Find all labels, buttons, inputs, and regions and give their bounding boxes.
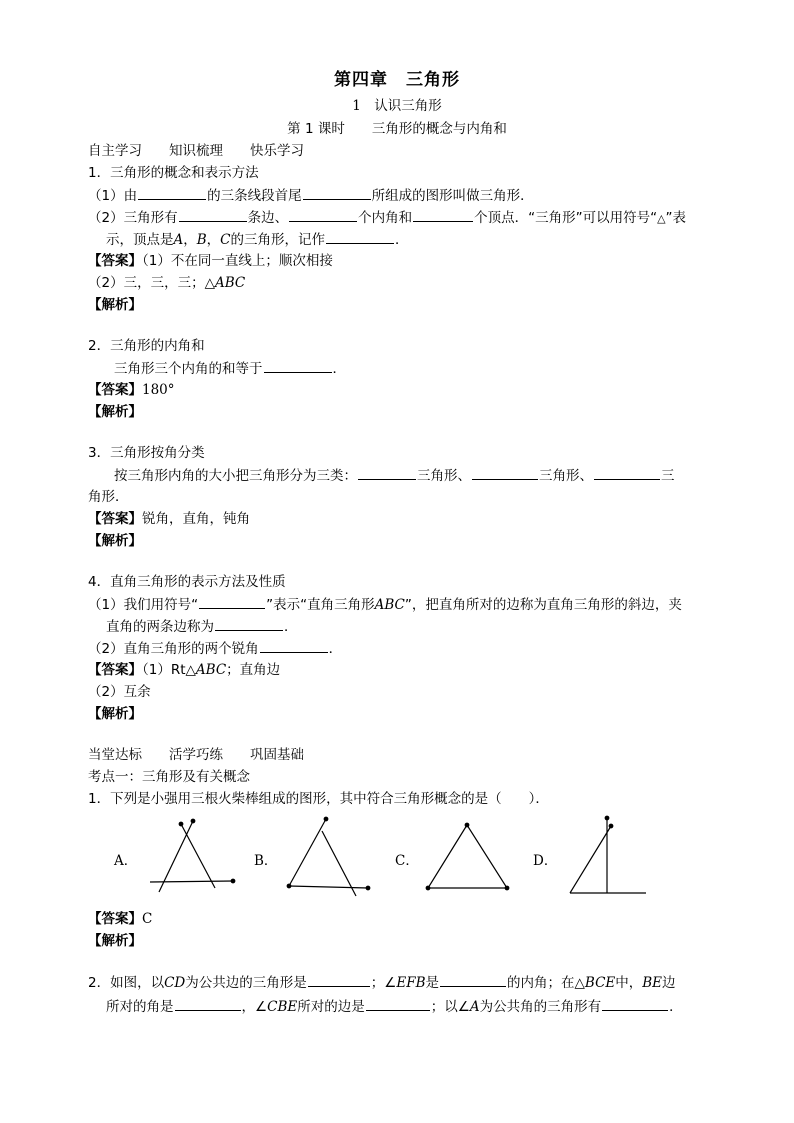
angle-efb: EFB [396,975,426,991]
option-a-figure [150,819,235,892]
text: 个顶点．“三角形”可以用符号“ [474,210,658,226]
text: ． [328,641,343,657]
practice-question2 [88,972,676,993]
section-title: 1 认识三角形 [352,98,442,114]
answer-text: （1）不在同一直线上；顺次相接 [142,253,333,269]
option-c-figure [426,823,509,890]
text: （1）由 [88,188,138,204]
practice-question2-line2 [106,996,683,1017]
segment-be: BE [642,975,663,991]
text: 三角形、 [539,468,593,484]
answer-label: 【答案】 [88,382,142,398]
item4-analysis: 【解析】 [88,706,142,722]
answer-text: （2）三，三，三；△ [88,275,215,291]
option-a-label[interactable]: A． [114,853,138,869]
answer-text: （1）Rt△ [142,662,196,678]
answer-text: 180° [142,382,175,398]
answer-blank[interactable] [366,996,430,1011]
text: ”，把直角所对的边称为直角三角形的斜边，夹 [404,597,682,613]
text: 中， [615,975,643,991]
answer-abc: ABC [214,275,246,291]
text: 边 [662,975,676,991]
triangle-symbol: △ [657,212,666,225]
answer-blank[interactable] [440,972,506,987]
practice-question1: 1．下列是小强用三根火柴棒组成的图形，其中符合三角形概念的是（ ）． [88,791,549,807]
text: 的三条线段首尾 [207,188,302,204]
text: ， [206,232,221,248]
lesson-title: 第 1 课时 三角形的概念与内角和 [287,121,507,137]
option-b-label[interactable]: B． [254,853,278,869]
text: 个内角和 [358,210,413,226]
text: （2）三角形有 [88,210,178,226]
triangle-bce: BCE [584,975,616,991]
item3-title: 3．三角形按角分类 [88,445,205,461]
option-b-figure [287,817,370,896]
text: 的内角；在△ [507,975,585,991]
vertex-c: C [220,232,231,248]
option-d-figure [570,816,646,893]
self-study-header: 自主学习 知识梳理 快乐学习 [88,143,304,159]
text: 是 [425,975,440,991]
chapter-title: 第四章 三角形 [334,70,460,90]
text: 直角的两条边称为 [106,619,214,635]
text: 为公共边的三角形是 [185,975,307,991]
angle-cbe: CBE [267,999,298,1015]
answer-blank[interactable] [308,972,370,987]
text: ，∠ [241,999,268,1015]
text: 按三角形内角的大小把三角形分为三类： [114,468,357,484]
answer-label: 【答案】 [88,911,142,927]
text: 所对的角是 [106,999,174,1015]
text: 所组成的图形叫做三角形． [371,188,534,204]
practice-header: 当堂达标 活学巧练 巩固基础 [88,747,304,763]
option-c-label[interactable]: C． [395,853,419,869]
text: （1）我们用符号“ [88,597,199,613]
answer-text: ；直角边 [226,662,281,678]
text: 为公共角的三角形有 [479,999,602,1015]
point-one-title: 考点一：三角形及有关概念 [88,769,250,785]
segment-cd: CD [164,975,186,991]
text: 的三角形，记作 [230,232,326,248]
answer-blank[interactable] [602,996,668,1011]
answer-label: 【答案】 [88,511,142,527]
item2-title: 2．三角形的内角和 [88,338,205,354]
text: 2．如图，以 [88,975,165,991]
text: ”表示“直角三角形 [266,597,375,613]
text: ；以∠ [430,999,470,1015]
item4-answer2: （2）互余 [88,684,151,700]
text: 所对的边是 [297,999,365,1015]
item2-analysis: 【解析】 [88,404,142,420]
text: ；∠ [370,975,397,991]
text: 示，顶点是 [106,232,174,248]
text: （2）直角三角形的两个锐角 [88,641,259,657]
text: 条边、 [247,210,289,226]
text: ． [395,232,409,248]
vertex-a: A [173,232,184,248]
text: ”表 [665,210,687,226]
item3-analysis: 【解析】 [88,533,142,549]
answer-label: 【答案】 [88,662,142,678]
answer-text: C [142,911,153,927]
answer-text: 锐角，直角，钝角 [142,511,250,527]
angle-a: A [469,999,480,1015]
text: 三角形、 [417,468,471,484]
practice-q1-answer [88,909,152,929]
answer-abc: ABC [195,662,227,678]
text: ， [183,232,197,248]
item3-text-line2: 角形． [88,489,129,505]
item1-title: 1．三角形的概念和表示方法 [88,165,259,181]
text: 三角形三个内角的和等于 [114,361,263,377]
text: ． [332,361,346,377]
item4-title: 4．直角三角形的表示方法及性质 [88,574,286,590]
triangle-abc: ABC [374,597,405,613]
item1-analysis: 【解析】 [88,297,142,313]
answer-blank[interactable] [175,996,241,1011]
option-d-label[interactable]: D． [533,853,558,869]
answer-label: 【答案】 [88,253,142,269]
vertex-b: B [196,232,207,248]
text: ． [284,619,298,635]
practice-q1-analysis: 【解析】 [88,933,142,949]
text: ． [669,999,683,1015]
text: 三 [661,468,675,484]
